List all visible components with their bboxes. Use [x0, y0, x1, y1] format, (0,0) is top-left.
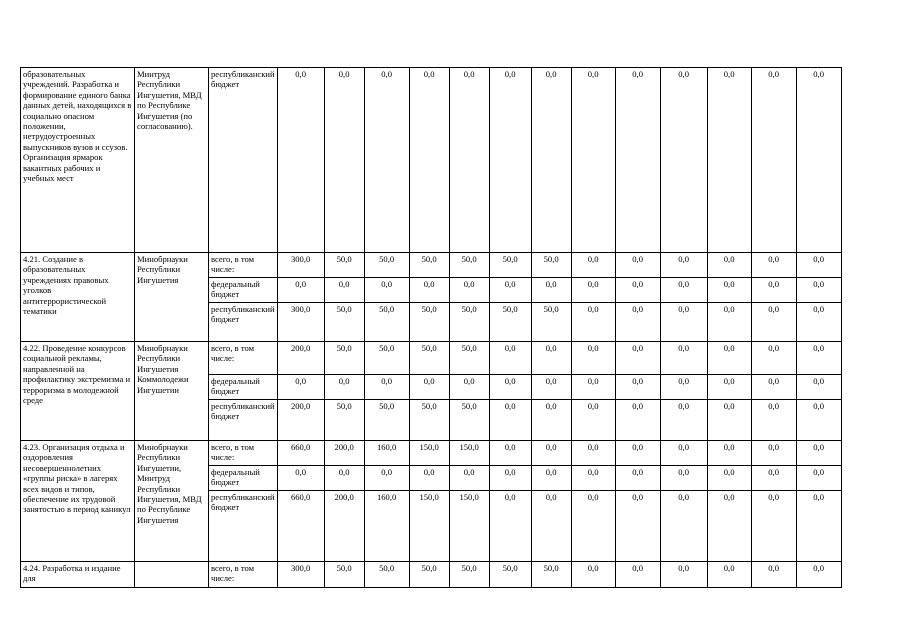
amount-cell: 0,0: [751, 278, 796, 303]
amount-cell: 0,0: [751, 303, 796, 342]
amount-cell: 0,0: [489, 68, 531, 253]
amount-cell: 0,0: [707, 342, 751, 375]
amount-cell: 0,0: [277, 375, 324, 400]
amount-cell: 0,0: [660, 342, 707, 375]
amount-cell: 0,0: [364, 466, 409, 491]
measure-title-cell: 4.24. Разработка и издание для: [21, 562, 135, 588]
amount-cell: 0,0: [660, 466, 707, 491]
table-row: [21, 342, 842, 375]
amount-cell: 0,0: [660, 303, 707, 342]
amount-cell: 50,0: [324, 400, 364, 441]
table-row: [21, 441, 842, 466]
amount-cell: 0,0: [707, 68, 751, 253]
amount-cell: 0,0: [364, 375, 409, 400]
measure-title-cell: 4.23. Организация отдыха и оздоровления несовершеннолетних «группы риска» в лагерях всех видов и типов, обеспечение их трудовой занятостью в период каникул: [21, 441, 135, 562]
amount-cell: 50,0: [531, 253, 571, 278]
amount-cell: 0,0: [531, 342, 571, 375]
amount-cell: 0,0: [531, 375, 571, 400]
amount-cell: 50,0: [449, 400, 489, 441]
funding-source-cell: республиканский бюджет: [209, 400, 278, 441]
amount-cell: 0,0: [660, 441, 707, 466]
funding-source-cell: федеральный бюджет: [209, 278, 278, 303]
amount-cell: 0,0: [615, 278, 660, 303]
amount-cell: 0,0: [796, 441, 841, 466]
amount-cell: 0,0: [615, 375, 660, 400]
amount-cell: 0,0: [364, 68, 409, 253]
amount-cell: 0,0: [489, 342, 531, 375]
amount-cell: 0,0: [615, 491, 660, 562]
table-row: [21, 562, 842, 588]
amount-cell: 200,0: [277, 400, 324, 441]
amount-cell: 0,0: [531, 400, 571, 441]
amount-cell: 200,0: [324, 441, 364, 466]
amount-cell: 300,0: [277, 253, 324, 278]
funding-source-cell: республиканский бюджет: [209, 491, 278, 562]
amount-cell: 0,0: [751, 253, 796, 278]
amount-cell: 0,0: [531, 441, 571, 466]
amount-cell: 0,0: [409, 68, 449, 253]
amount-cell: 50,0: [364, 342, 409, 375]
amount-cell: 0,0: [571, 253, 615, 278]
amount-cell: 0,0: [531, 491, 571, 562]
amount-cell: 0,0: [489, 466, 531, 491]
amount-cell: 0,0: [707, 562, 751, 588]
amount-cell: 0,0: [660, 491, 707, 562]
amount-cell: 0,0: [707, 278, 751, 303]
amount-cell: 50,0: [449, 342, 489, 375]
executor-cell: Минобрнауки Республики Ингушетия Коммолодежи Ингушетии: [135, 342, 209, 441]
amount-cell: 0,0: [571, 68, 615, 253]
amount-cell: 0,0: [707, 491, 751, 562]
amount-cell: 0,0: [751, 68, 796, 253]
amount-cell: 0,0: [571, 375, 615, 400]
amount-cell: 50,0: [364, 562, 409, 588]
funding-source-cell: федеральный бюджет: [209, 466, 278, 491]
amount-cell: 50,0: [449, 303, 489, 342]
amount-cell: 50,0: [324, 342, 364, 375]
amount-cell: 0,0: [660, 278, 707, 303]
amount-cell: 0,0: [489, 400, 531, 441]
executor-cell: [135, 562, 209, 588]
amount-cell: 0,0: [796, 375, 841, 400]
amount-cell: 0,0: [571, 441, 615, 466]
amount-cell: 50,0: [324, 303, 364, 342]
amount-cell: 0,0: [751, 375, 796, 400]
amount-cell: 50,0: [409, 303, 449, 342]
measure-title-cell: образовательных учреждений. Разработка и формирование единого банка данных детей, находящихся в социально опасном положении, нетрудоустроенных выпускников вузов и ссузов. Организация ярмарок вакантных рабочих и учебных мест: [21, 68, 135, 253]
funding-source-cell: федеральный бюджет: [209, 375, 278, 400]
amount-cell: 0,0: [449, 375, 489, 400]
amount-cell: 0,0: [751, 491, 796, 562]
amount-cell: 0,0: [324, 375, 364, 400]
amount-cell: 0,0: [324, 278, 364, 303]
amount-cell: 50,0: [449, 253, 489, 278]
amount-cell: 50,0: [364, 253, 409, 278]
amount-cell: 0,0: [571, 466, 615, 491]
amount-cell: 0,0: [707, 466, 751, 491]
amount-cell: 0,0: [796, 491, 841, 562]
amount-cell: 50,0: [489, 562, 531, 588]
funding-source-cell: республиканский бюджет: [209, 68, 278, 253]
amount-cell: 0,0: [707, 375, 751, 400]
amount-cell: 0,0: [751, 342, 796, 375]
amount-cell: 0,0: [615, 253, 660, 278]
amount-cell: 0,0: [531, 68, 571, 253]
amount-cell: 0,0: [796, 278, 841, 303]
amount-cell: 0,0: [660, 562, 707, 588]
amount-cell: 50,0: [531, 562, 571, 588]
amount-cell: 0,0: [707, 441, 751, 466]
amount-cell: 50,0: [409, 400, 449, 441]
executor-cell: Минтруд Республики Ингушетия, МВД по Республике Ингушетия (по согласованию).: [135, 68, 209, 253]
amount-cell: 50,0: [449, 562, 489, 588]
amount-cell: 0,0: [615, 68, 660, 253]
amount-cell: 0,0: [796, 342, 841, 375]
amount-cell: 0,0: [751, 400, 796, 441]
amount-cell: 0,0: [660, 400, 707, 441]
amount-cell: 50,0: [409, 342, 449, 375]
amount-cell: 0,0: [796, 303, 841, 342]
amount-cell: 50,0: [324, 562, 364, 588]
amount-cell: 200,0: [277, 342, 324, 375]
amount-cell: 0,0: [409, 278, 449, 303]
amount-cell: 0,0: [615, 342, 660, 375]
amount-cell: 0,0: [571, 491, 615, 562]
amount-cell: 50,0: [489, 303, 531, 342]
amount-cell: 0,0: [277, 68, 324, 253]
executor-cell: Минобрнауки Республики Ингушетия: [135, 253, 209, 342]
amount-cell: 0,0: [615, 562, 660, 588]
amount-cell: 0,0: [489, 278, 531, 303]
amount-cell: 0,0: [660, 68, 707, 253]
amount-cell: 0,0: [409, 375, 449, 400]
funding-source-cell: всего, в том числе:: [209, 342, 278, 375]
amount-cell: 0,0: [449, 278, 489, 303]
amount-cell: 0,0: [277, 278, 324, 303]
table-row: [21, 253, 842, 278]
table-row: [21, 68, 842, 253]
amount-cell: 150,0: [449, 491, 489, 562]
amount-cell: 0,0: [751, 562, 796, 588]
amount-cell: 0,0: [531, 278, 571, 303]
amount-cell: 0,0: [615, 466, 660, 491]
amount-cell: 160,0: [364, 491, 409, 562]
amount-cell: 0,0: [615, 303, 660, 342]
amount-cell: 50,0: [409, 562, 449, 588]
amount-cell: 300,0: [277, 303, 324, 342]
amount-cell: 0,0: [449, 68, 489, 253]
funding-source-cell: республиканский бюджет: [209, 303, 278, 342]
amount-cell: 0,0: [707, 253, 751, 278]
amount-cell: 0,0: [707, 303, 751, 342]
amount-cell: 0,0: [571, 562, 615, 588]
amount-cell: 660,0: [277, 491, 324, 562]
amount-cell: 300,0: [277, 562, 324, 588]
amount-cell: 150,0: [449, 441, 489, 466]
amount-cell: 0,0: [615, 441, 660, 466]
funding-source-cell: всего, в том числе:: [209, 253, 278, 278]
executor-cell: Минобрнауки Республики Ингушетии, Минтруд Республики Ингушетия, МВД по Республике Ингушетия: [135, 441, 209, 562]
amount-cell: 0,0: [707, 400, 751, 441]
funding-source-cell: всего, в том числе:: [209, 562, 278, 588]
amount-cell: 0,0: [751, 441, 796, 466]
amount-cell: 0,0: [796, 68, 841, 253]
amount-cell: 0,0: [531, 466, 571, 491]
amount-cell: 150,0: [409, 491, 449, 562]
amount-cell: 50,0: [364, 400, 409, 441]
measure-title-cell: 4.22. Проведение конкурсов социальной рекламы, направленной на профилактику экстремизма и терроризма в молодежной среде: [21, 342, 135, 441]
amount-cell: 50,0: [489, 253, 531, 278]
amount-cell: 0,0: [571, 303, 615, 342]
amount-cell: 0,0: [796, 253, 841, 278]
amount-cell: 50,0: [531, 303, 571, 342]
amount-cell: 0,0: [489, 441, 531, 466]
amount-cell: 0,0: [615, 400, 660, 441]
amount-cell: 0,0: [324, 68, 364, 253]
amount-cell: 0,0: [409, 466, 449, 491]
funding-source-cell: всего, в том числе:: [209, 441, 278, 466]
amount-cell: 50,0: [409, 253, 449, 278]
amount-cell: 150,0: [409, 441, 449, 466]
amount-cell: 50,0: [324, 253, 364, 278]
amount-cell: 0,0: [571, 400, 615, 441]
amount-cell: 0,0: [364, 278, 409, 303]
amount-cell: 0,0: [324, 466, 364, 491]
amount-cell: 0,0: [796, 562, 841, 588]
amount-cell: 0,0: [571, 278, 615, 303]
amount-cell: 0,0: [796, 400, 841, 441]
amount-cell: 0,0: [449, 466, 489, 491]
amount-cell: 0,0: [660, 253, 707, 278]
measure-title-cell: 4.21. Создание в образовательных учреждениях правовых уголков антитеррористической тематики: [21, 253, 135, 342]
amount-cell: 160,0: [364, 441, 409, 466]
amount-cell: 0,0: [489, 375, 531, 400]
amount-cell: 0,0: [489, 491, 531, 562]
amount-cell: 200,0: [324, 491, 364, 562]
amount-cell: 0,0: [660, 375, 707, 400]
amount-cell: 0,0: [571, 342, 615, 375]
amount-cell: 0,0: [796, 466, 841, 491]
amount-cell: 0,0: [751, 466, 796, 491]
amount-cell: 0,0: [277, 466, 324, 491]
amount-cell: 50,0: [364, 303, 409, 342]
amount-cell: 660,0: [277, 441, 324, 466]
budget-table: [20, 67, 842, 588]
